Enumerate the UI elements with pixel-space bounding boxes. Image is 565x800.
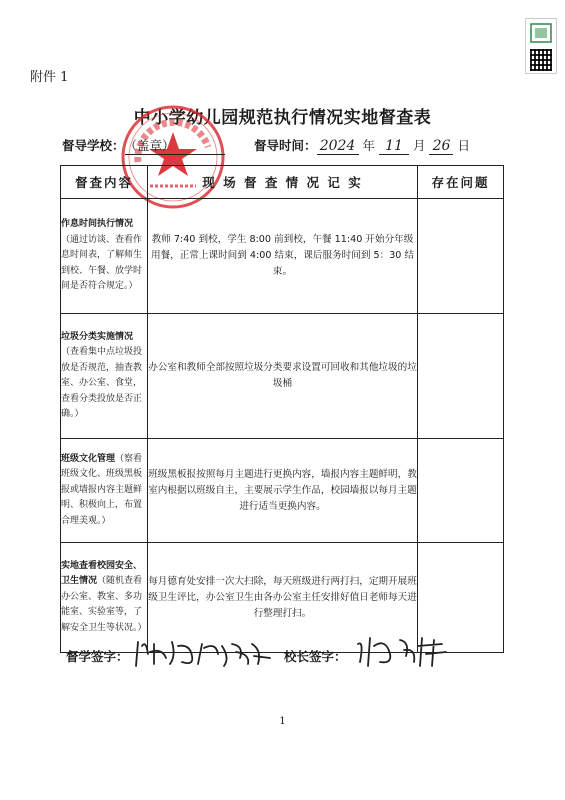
record-cell: 班级黑板报按照每月主题进行更换内容，墙报内容主题鲜明，教室内根据以班级自主，主要展示学生作品，校园墙报以每月主题进行适当更换内容。 <box>148 439 418 543</box>
item-title: 实地查看校园安全、卫生情况 <box>61 560 143 587</box>
item-desc: （通过访谈、查看作息时间表，了解师生到校、午餐、放学时间是否符合规定。） <box>61 234 143 292</box>
record-cell: 办公室和教师全部按照垃圾分类要求设置可回收和其他垃圾的垃圾桶 <box>148 314 418 439</box>
item-desc: （随机查看办公室、教室、多功能室、实验室等，了解安全卫生等状况。） <box>61 576 147 633</box>
qr-code <box>525 18 557 74</box>
month-unit: 月 <box>412 138 426 153</box>
table-row <box>61 199 504 314</box>
table-row <box>61 439 504 543</box>
time-label: 督导时间： <box>254 138 317 153</box>
header-record: 现 场 督 查 情 况 记 实 <box>148 166 418 199</box>
item-desc: （查看集中点垃圾投放是否规范，抽查教室、办公室、食堂，查看分类投放是否正确。） <box>61 347 143 419</box>
record-cell: 教师 7:40 到校，学生 8:00 前到校，午餐 11:40 开始分年级用餐，正常上课时间到 4:00 结束，课后服务时间到 5：30 结束。 <box>148 199 418 314</box>
school-field <box>62 136 225 155</box>
inspection-table <box>60 165 504 653</box>
qr-header-icon <box>529 22 553 44</box>
page-number: 1 <box>279 716 286 727</box>
item-cell <box>61 439 148 543</box>
item-cell <box>61 199 148 314</box>
header-content: 督查内容 <box>61 166 148 199</box>
school-label: 督导学校： <box>62 138 125 153</box>
year-unit: 年 <box>362 138 376 153</box>
inspector-handwritten-signature-icon <box>132 636 277 670</box>
issue-cell <box>418 314 504 439</box>
inspector-signature <box>66 647 129 665</box>
record-cell: 每月德育处安排一次大扫除，每天班级进行两打扫，定期开展班级卫生评比，办公室卫生由各办公室主任安排好值日老师每天进行整理打扫。 <box>148 543 418 653</box>
item-cell <box>61 314 148 439</box>
issue-cell <box>418 439 504 543</box>
table-row <box>61 314 504 439</box>
table-header-row <box>61 166 504 199</box>
school-value: （盖章） <box>125 136 225 155</box>
item-title: 作息时间执行情况 <box>61 219 134 230</box>
item-desc: （察看班级文化、班级黑板报或墙报内容主题鲜明、积极向上，布置合理美观。） <box>61 453 143 526</box>
day-unit: 日 <box>457 138 470 153</box>
attachment-label: 附件 1 <box>30 70 69 85</box>
qr-pattern-icon <box>530 49 552 71</box>
day-value: 26 <box>429 138 453 155</box>
principal-signature <box>284 647 347 665</box>
document-title: 中小学幼儿园规范执行情况实地督查表 <box>133 108 432 128</box>
inspector-signature-label: 督学签字： <box>66 649 129 664</box>
principal-handwritten-signature-icon <box>350 632 460 670</box>
year-value: 2024 <box>317 138 359 155</box>
month-value: 11 <box>379 138 409 155</box>
issue-cell <box>418 199 504 314</box>
time-field <box>254 136 470 155</box>
header-issues: 存在问题 <box>418 166 504 199</box>
item-title: 班级文化管理 <box>61 453 116 464</box>
item-title: 垃圾分类实施情况 <box>61 331 134 342</box>
principal-signature-label: 校长签字： <box>284 649 347 664</box>
